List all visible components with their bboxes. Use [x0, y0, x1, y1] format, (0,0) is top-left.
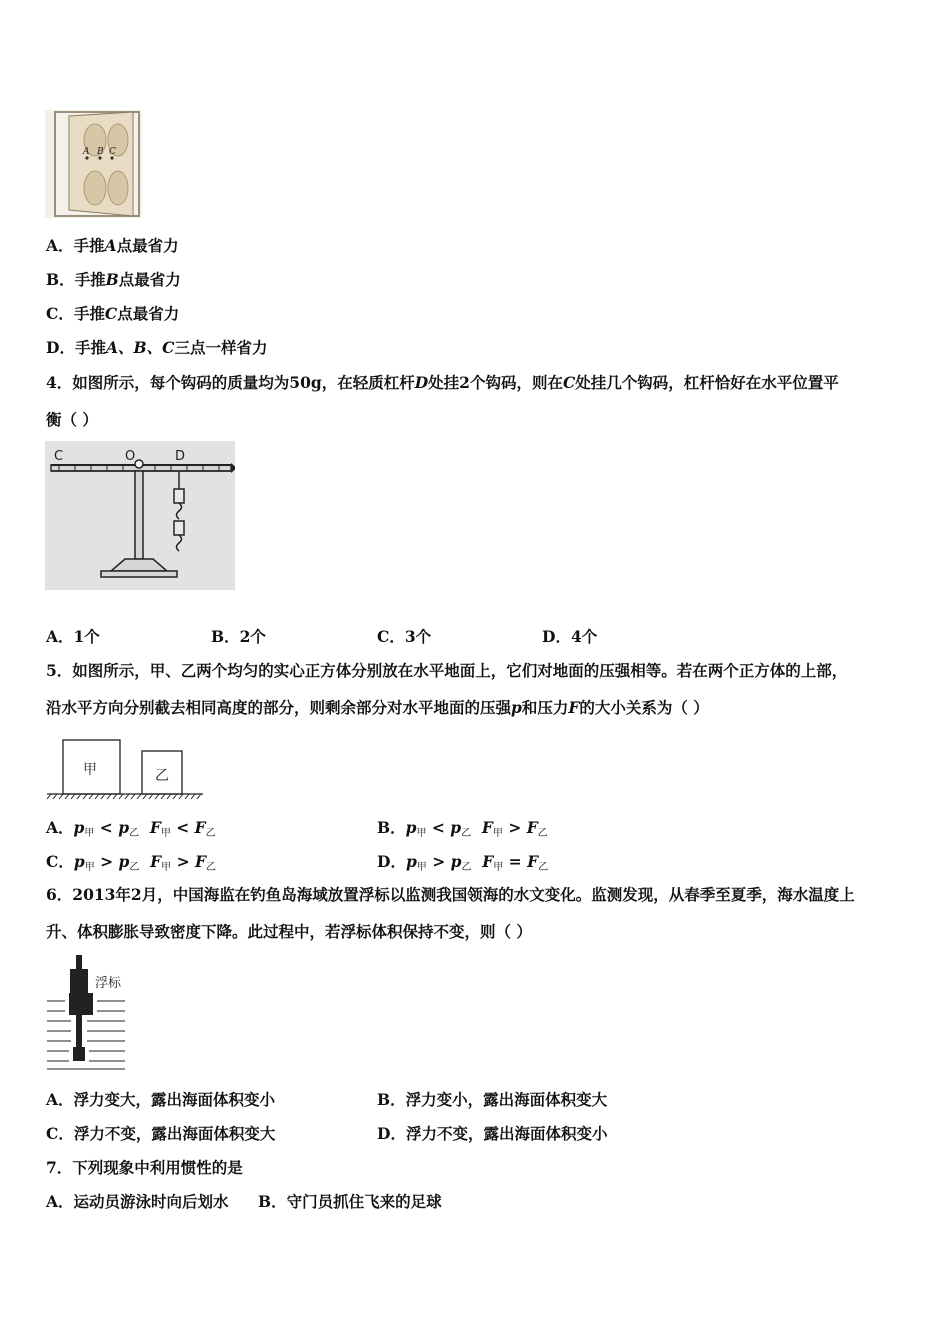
q4-option-c[interactable]: C．3个: [377, 627, 432, 646]
lever-label-o: O: [125, 449, 136, 464]
q5-stem-line2: 沿水平方向分别截去相同高度的部分，则剩余部分对水平地面的压强p和压力F的大小关系为（ ）: [46, 698, 709, 717]
cubes-figure: [45, 736, 205, 800]
buoy-label: 浮标: [95, 976, 122, 991]
buoy-figure: [45, 955, 130, 1072]
q7-option-a[interactable]: A．运动员游泳时向后划水: [46, 1192, 229, 1211]
q7-stem: 7．下列现象中利用惯性的是: [46, 1158, 243, 1177]
q3-option-d[interactable]: D．手推A、B、C三点一样省力: [46, 338, 268, 357]
q6-option-b[interactable]: B．浮力变小，露出海面体积变大: [377, 1090, 608, 1109]
q6-option-d[interactable]: D．浮力不变，露出海面体积变小: [377, 1124, 608, 1143]
q5-option-c[interactable]: C．$p_甲 > p_乙$ $F_甲 > F_乙$: [46, 852, 216, 873]
door-figure: [45, 110, 142, 218]
lever-label-c: C: [54, 449, 64, 464]
q5-stem-line1: 5．如图所示，甲、乙两个均匀的实心正方体分别放在水平地面上，它们对地面的压强相等。若在两个正方体的上部，: [46, 661, 848, 680]
lever-figure: [45, 441, 235, 590]
q4-option-b[interactable]: B．2个: [211, 627, 266, 646]
cube-label-jia: 甲: [83, 762, 97, 778]
q3-option-a[interactable]: A．手推A点最省力: [46, 236, 179, 255]
q6-option-a[interactable]: A．浮力变大，露出海面体积变小: [46, 1090, 276, 1109]
q5-option-b[interactable]: B．$p_甲 < p_乙$ $F_甲 > F_乙$: [377, 818, 548, 839]
q6-option-c[interactable]: C．浮力不变，露出海面体积变大: [46, 1124, 276, 1143]
lever-label-d: D: [175, 449, 186, 464]
q3-option-c[interactable]: C．手推C点最省力: [46, 304, 180, 323]
door-label-b: B: [97, 147, 104, 157]
door-label-c: C: [109, 147, 116, 157]
q7-option-b[interactable]: B．守门员抓住飞来的足球: [258, 1192, 442, 1211]
cube-label-yi: 乙: [155, 768, 169, 784]
q4-option-d[interactable]: D．4个: [542, 627, 598, 646]
q5-option-d[interactable]: D．$p_甲 > p_乙$ $F_甲 = F_乙$: [377, 852, 549, 873]
q6-stem-line2: 升、体积膨胀导致密度下降。此过程中，若浮标体积保持不变，则（ ）: [46, 922, 532, 941]
q5-option-a[interactable]: A．$p_甲 < p_乙$ $F_甲 < F_乙$: [46, 818, 216, 839]
q3-option-b[interactable]: B．手推B点最省力: [46, 270, 181, 289]
door-label-a: A: [83, 147, 90, 157]
q6-stem-line1: 6．2013年2月，中国海监在钓鱼岛海域放置浮标以监测我国领海的水文变化。监测发现，从春季至夏季，海水温度上: [46, 885, 855, 904]
q4-stem-line1: 4．如图所示，每个钩码的质量均为50g，在轻质杠杆D处挂2个钩码，则在C处挂几个钩码，杠杆恰好在水平位置平: [46, 373, 839, 392]
q4-option-a[interactable]: A．1个: [46, 627, 100, 646]
q4-stem-line2: 衡（ ）: [46, 410, 98, 429]
